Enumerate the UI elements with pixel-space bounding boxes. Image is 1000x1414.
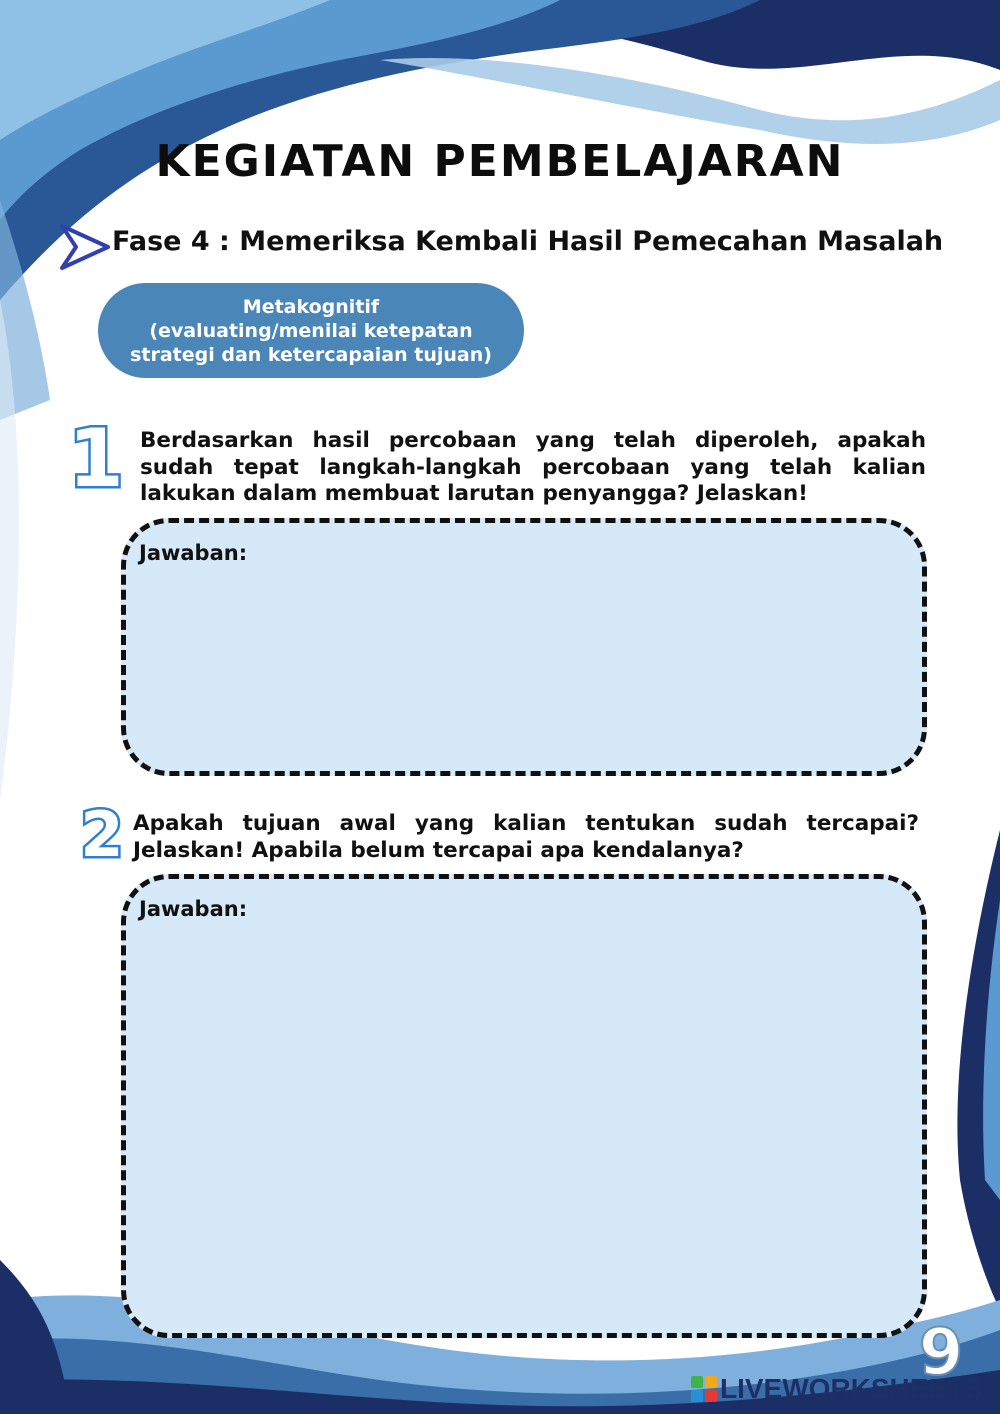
chevron-right-icon xyxy=(58,222,112,272)
answer-box-2[interactable] xyxy=(121,874,927,1338)
question-number-2 xyxy=(76,804,132,864)
answer-label-2: Jawaban: xyxy=(139,897,248,921)
liveworksheets-brand[interactable] xyxy=(690,1372,983,1406)
question-2-text: Apakah tujuan awal yang kalian tentukan sudah tercapai? Jelaskan! Apabila belum tercapai apa kendalanya? xyxy=(133,811,919,863)
metakognitif-desc-line1: (evaluating/menilai ketepatan xyxy=(149,319,473,342)
question-number-1 xyxy=(68,420,124,496)
question-number-1-text: 1 xyxy=(68,420,124,496)
answer-input-2[interactable] xyxy=(144,935,904,1315)
answer-box-1[interactable] xyxy=(121,518,927,776)
metakognitif-desc-line2: strategi dan ketercapaian tujuan) xyxy=(130,343,492,366)
question-1-text: Berdasarkan hasil percobaan yang telah diperoleh, apakah sudah tepat langkah-langkah percobaan yang telah kalian lakukan dalam membuat larutan penyangga? Jelaskan! xyxy=(140,428,926,506)
page-title: KEGIATAN PEMBELAJARAN xyxy=(155,136,845,187)
page-number: 9 xyxy=(918,1316,964,1390)
liveworksheets-logo-icon xyxy=(690,1375,718,1403)
metakognitif-title: Metakognitif xyxy=(242,295,380,318)
question-number-2-text: 2 xyxy=(80,804,124,864)
phase-heading: Fase 4 : Memeriksa Kembali Hasil Pemecahan Masalah xyxy=(112,226,944,257)
answer-input-1[interactable] xyxy=(144,579,904,753)
metakognitif-badge xyxy=(98,283,524,378)
answer-label-1: Jawaban: xyxy=(139,541,248,565)
liveworksheets-name: LIVEWORKSHEETS xyxy=(720,1373,983,1404)
